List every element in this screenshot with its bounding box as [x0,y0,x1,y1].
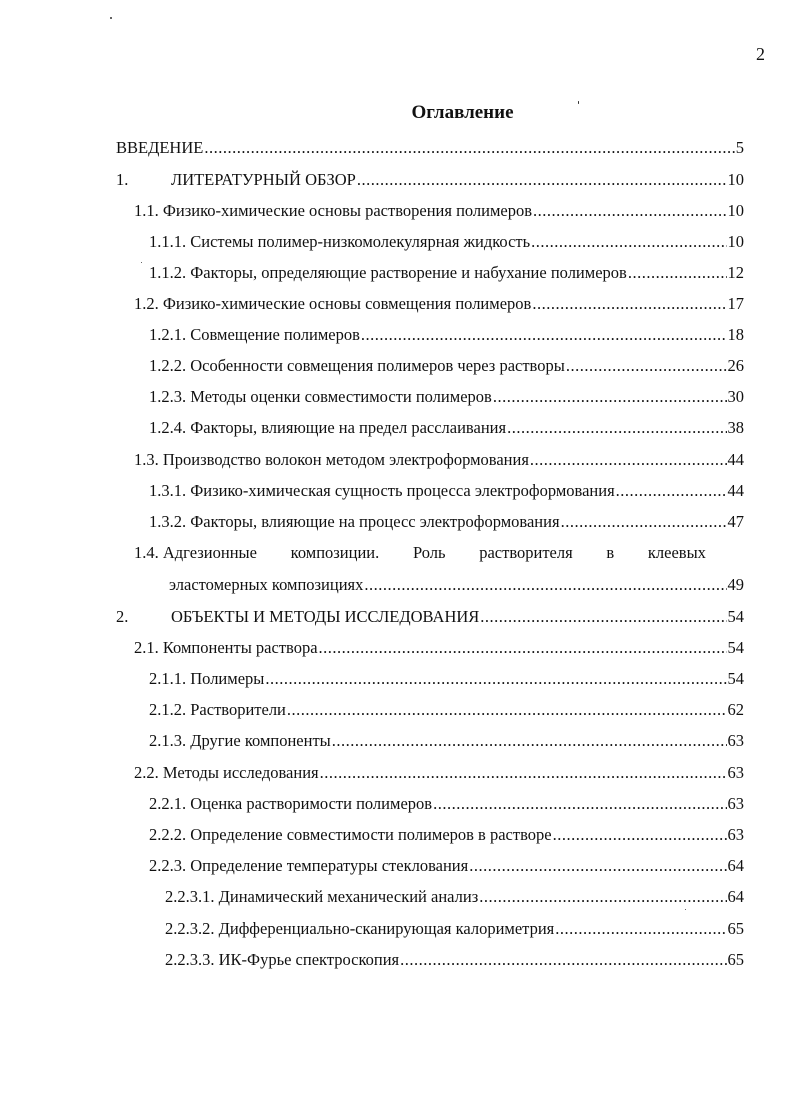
dot-leader [561,512,727,532]
dot-leader [364,575,726,595]
toc-entry-label: 2.1.1. Полимеры [149,669,265,688]
toc-entry-page: 63 [727,731,744,750]
dot-leader [287,700,727,720]
dot-leader [357,170,727,190]
scan-speck [141,262,142,263]
dot-leader [319,638,727,658]
toc-entry-label: 2.2.3.3. ИК-Фурье спектроскопия [165,950,400,969]
toc-chapter-number: 2. [116,607,129,626]
dot-leader [265,669,726,689]
toc-entry-1-4-line1[interactable] [134,543,706,567]
scan-speck [110,17,112,19]
toc-entry-label: 2.2.3. Определение температуры стеклования [149,856,469,875]
dot-leader [530,450,727,470]
toc-entry-page: 12 [727,263,744,282]
dot-leader [469,856,726,876]
toc-entry-label: ЛИТЕРАТУРНЫЙ ОБЗОР [171,170,356,189]
page-number: 2 [756,44,765,64]
dot-leader [532,294,726,314]
toc-entry-page: 17 [727,294,744,313]
toc-entry-label: 1.1. Физико-химические основы растворения полимеров [134,201,533,220]
dot-leader [479,887,726,907]
toc-entry-page: 63 [727,763,744,782]
dot-leader [493,387,727,407]
toc-entry-page: 5 [735,138,744,157]
toc-entry-1-2-1[interactable] [149,325,744,349]
toc-entry-introduction[interactable] [116,138,744,162]
toc-entry-page: 65 [727,950,744,969]
dot-leader [531,232,726,252]
toc-entry-page: 10 [727,232,744,251]
toc-word: в [606,543,615,562]
dot-leader [566,356,727,376]
toc-entry-1-2-3[interactable] [149,387,744,411]
toc-entry-label: ВВЕДЕНИЕ [116,138,204,157]
toc-entry-1-1[interactable] [134,201,744,225]
toc-entry-2-2-3-2[interactable] [165,919,744,943]
toc-entry-page: 54 [727,607,744,626]
dot-leader [433,794,726,814]
dot-leader [332,731,727,751]
toc-entry-page: 47 [727,512,744,531]
toc-entry-2-1-3[interactable] [149,731,744,755]
toc-entry-page: 63 [727,825,744,844]
toc-entry-label: 1.1.2. Факторы, определяющие растворение и набухание полимеров [149,263,627,282]
toc-entry-page: 38 [727,418,744,437]
scan-speck [578,101,579,104]
toc-entry-2-1[interactable] [134,638,744,662]
toc-entry-page: 10 [727,170,744,189]
toc-entry-1-2-4[interactable] [149,418,744,442]
toc-entry-1-1-1[interactable] [149,232,744,256]
toc-entry-label: 2.1. Компоненты раствора [134,638,318,657]
toc-entry-label: 2.2.1. Оценка растворимости полимеров [149,794,433,813]
toc-entry-label: 2.2.3.2. Дифференциально-сканирующая калориметрия [165,919,555,938]
toc-title: Оглавление [411,102,514,123]
toc-entry-1-2-2[interactable] [149,356,744,380]
toc-entry-page: 62 [727,700,744,719]
dot-leader [320,763,727,783]
toc-entry-2-1-2[interactable] [149,700,744,724]
toc-entry-2-2-3[interactable] [149,856,744,880]
toc-entry-page: 64 [727,856,744,875]
toc-entry-label: 1.2.2. Особенности совмещения полимеров через растворы [149,356,565,375]
toc-entry-page: 49 [727,575,744,594]
toc-entry-1-1-2[interactable] [149,263,744,287]
toc-entry-1-3[interactable] [134,450,744,474]
toc-entry-label: 2.2.3.1. Динамический механический анализ [165,887,479,906]
dot-leader [553,825,727,845]
toc-entry-page: 54 [727,638,744,657]
toc-entry-page: 10 [727,201,744,220]
toc-entry-label: ОБЪЕКТЫ И МЕТОДЫ ИССЛЕДОВАНИЯ [171,607,480,626]
dot-leader [361,325,727,345]
toc-entry-page: 64 [727,887,744,906]
toc-entry-label: 2.1.3. Другие компоненты [149,731,331,750]
toc-entry-label: 1.3. Производство волокон методом электроформования [134,450,529,469]
toc-entry-1-4-line2[interactable] [169,575,744,599]
toc-entry-label: 1.2.1. Совмещение полимеров [149,325,360,344]
toc-entry-label: 2.1.2. Растворители [149,700,286,719]
toc-word: Роль [412,543,446,562]
toc-entry-label: 2.2.2. Определение совместимости полимеров в растворе [149,825,552,844]
toc-word: композиции. [290,543,380,562]
toc-word: растворителя [479,543,573,562]
toc-entry-1-3-2[interactable] [149,512,744,536]
toc-word: 1.4. Адгезионные [134,543,257,562]
toc-entry-2-2-1[interactable] [149,794,744,818]
toc-entry-page: 65 [727,919,744,938]
dot-leader [480,607,726,627]
toc-entry-label: 1.3.2. Факторы, влияющие на процесс электроформования [149,512,560,531]
toc-entry-page: 63 [727,794,744,813]
toc-entry-label: 1.2.3. Методы оценки совместимости полимеров [149,387,492,406]
toc-entry-page: 26 [727,356,744,375]
toc-entry-label: эластомерных композициях [169,575,364,594]
dot-leader [616,481,727,501]
toc-entry-page: 18 [727,325,744,344]
toc-entry-page: 30 [727,387,744,406]
toc-entry-2-2[interactable] [134,763,744,787]
toc-entry-page: 44 [727,481,744,500]
toc-chapter-number: 1. [116,170,129,189]
toc-entry-label: 2.2. Методы исследования [134,763,319,782]
toc-entry-chapter-1[interactable] [116,170,744,194]
dot-leader [400,950,726,970]
toc-word: клеевых [647,543,706,562]
toc-entry-2-2-3-3[interactable] [165,950,744,974]
toc-entry-page: 54 [727,669,744,688]
toc-entry-page: 44 [727,450,744,469]
toc-entry-label: 1.1.1. Системы полимер-низкомолекулярная жидкость [149,232,531,251]
toc-entry-1-3-1[interactable] [149,481,744,505]
dot-leader [507,418,726,438]
toc-entry-2-1-1[interactable] [149,669,744,693]
dot-leader [628,263,727,283]
toc-entry-chapter-2[interactable] [116,607,744,631]
dot-leader [555,919,726,939]
toc-entry-2-2-2[interactable] [149,825,744,849]
dot-leader [204,138,734,158]
dot-leader [533,201,726,221]
toc-entry-label: 1.2. Физико-химические основы совмещения полимеров [134,294,532,313]
toc-entry-1-2[interactable] [134,294,744,318]
toc-entry-2-2-3-1[interactable] [165,887,744,911]
toc-entry-label: 1.2.4. Факторы, влияющие на предел расслаивания [149,418,507,437]
toc-entry-label: 1.3.1. Физико-химическая сущность процесса электроформования [149,481,615,500]
